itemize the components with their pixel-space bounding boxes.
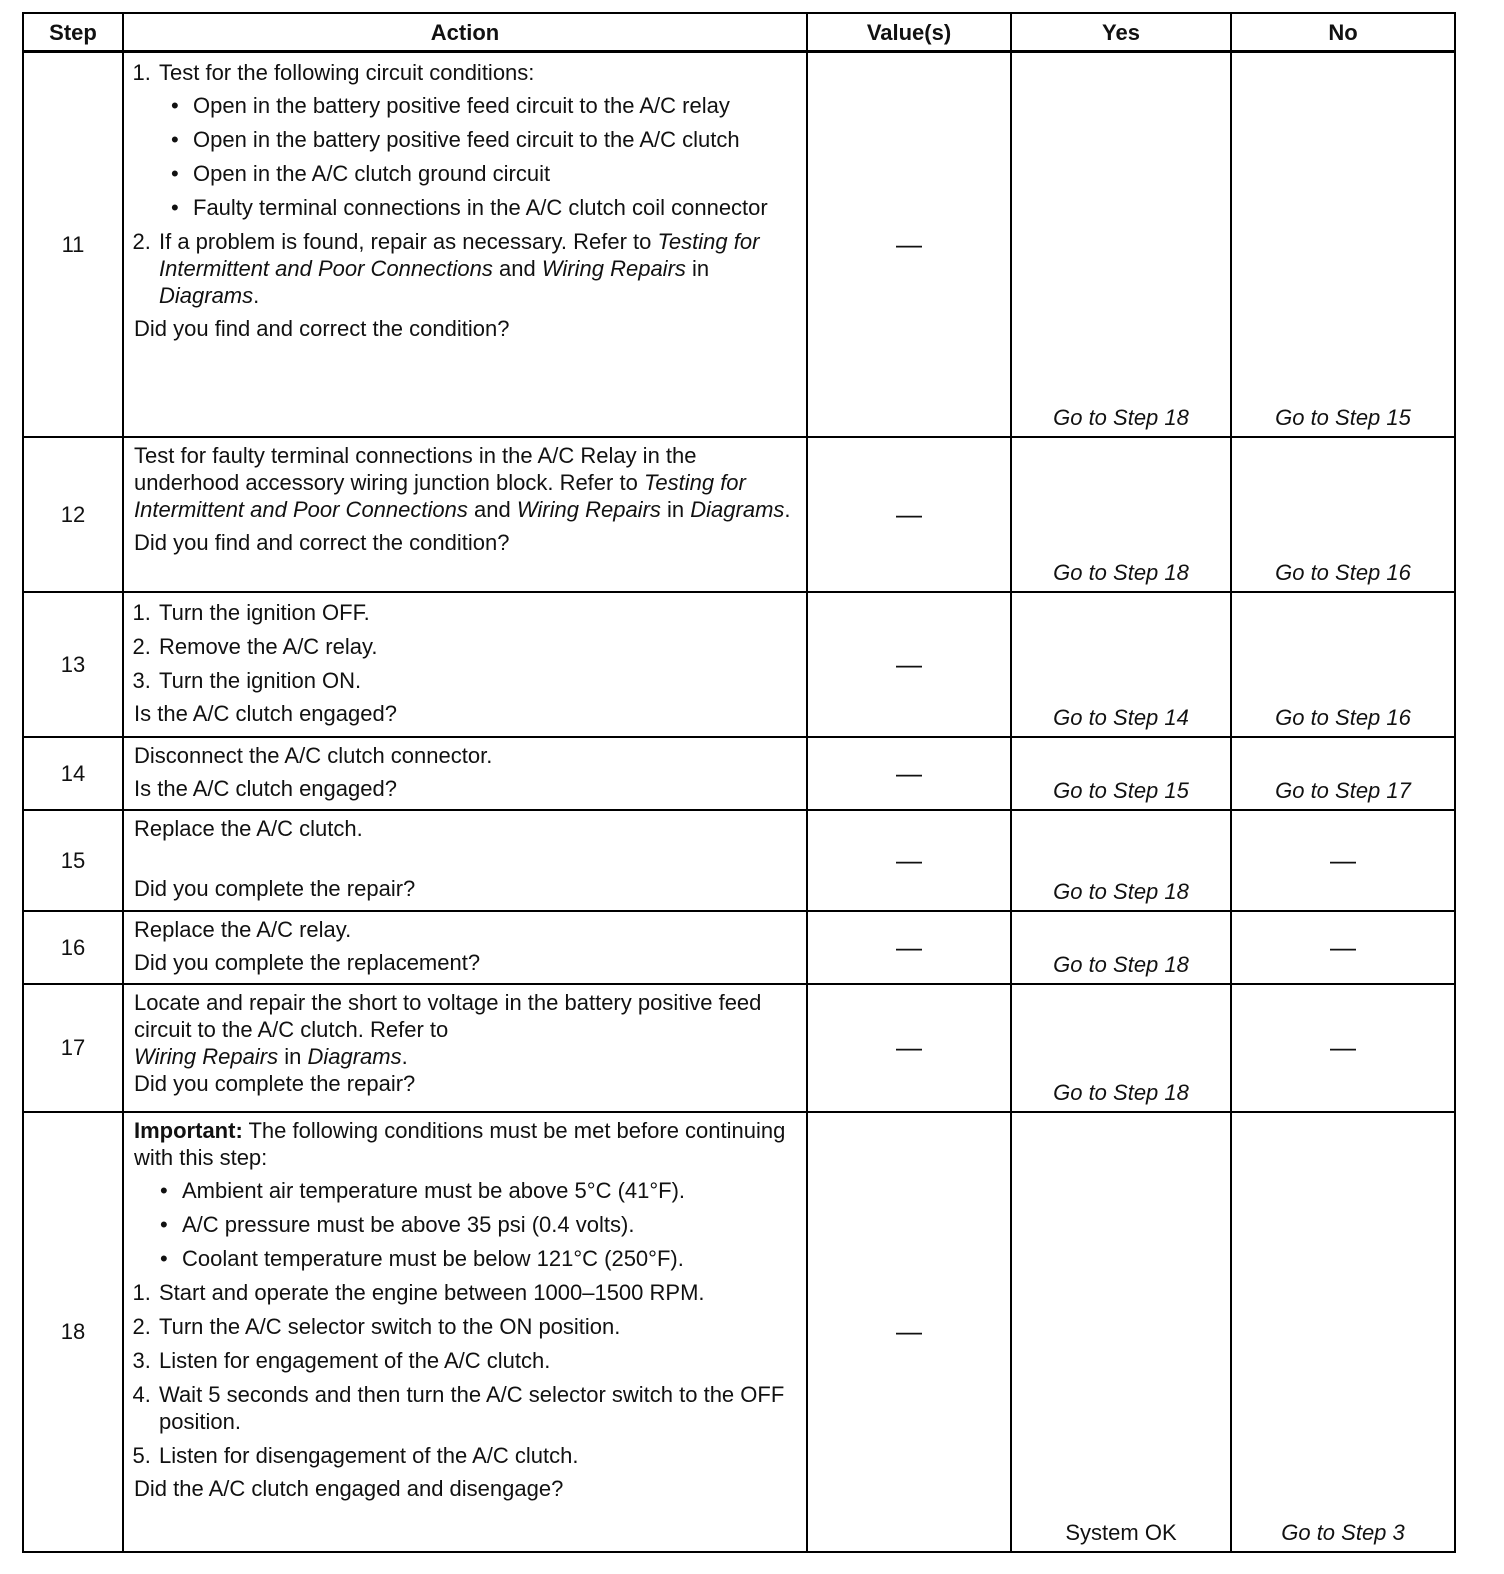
yes-result: Go to Step 18 xyxy=(1053,878,1189,904)
value-cell: — xyxy=(807,810,1011,911)
action-cell xyxy=(123,810,807,911)
conjunction-text: in xyxy=(692,256,710,281)
bullet-item: • Faulty terminal connections in the A/C clutch coil connector xyxy=(193,194,796,221)
conjunction-text: in xyxy=(284,1043,302,1069)
question-text: Did you complete the replacement? xyxy=(134,949,481,975)
conjunction-text: in xyxy=(667,496,685,522)
yes-result: Go to Step 18 xyxy=(1053,951,1189,977)
list-item-text: If a problem is found, repair as necessary. Refer to xyxy=(159,229,652,254)
table-row-step-11 xyxy=(23,52,1455,437)
list-item: 1. Start and operate the engine between 1000–1500 RPM. xyxy=(157,1279,796,1306)
value-cell: — xyxy=(807,984,1011,1112)
bullet-item: • Ambient air temperature must be above 5°C (41°F). xyxy=(182,1177,796,1204)
value-cell: — xyxy=(807,592,1011,737)
list-item: 2. Turn the A/C selector switch to the ON position. xyxy=(157,1313,796,1340)
no-cell: — xyxy=(1231,984,1455,1112)
no-cell xyxy=(1231,1112,1455,1552)
no-cell: — xyxy=(1231,810,1455,911)
no-cell xyxy=(1231,437,1455,592)
step-number: 16 xyxy=(23,911,123,984)
table-row-step-17 xyxy=(23,984,1455,1112)
value-cell: — xyxy=(807,437,1011,592)
action-cell xyxy=(123,737,807,810)
bullet-item: • Open in the A/C clutch ground circuit xyxy=(193,160,796,187)
step-number: 13 xyxy=(23,592,123,737)
step-number: 14 xyxy=(23,737,123,810)
conjunction-text: and xyxy=(498,256,536,281)
bullet-item: • A/C pressure must be above 35 psi (0.4 volts). xyxy=(182,1211,796,1238)
reference-link: Wiring Repairs xyxy=(134,1043,279,1069)
action-text: Replace the A/C relay. xyxy=(134,916,352,942)
reference-link: Testing for Intermittent and Poor Connections xyxy=(159,229,760,281)
question-text: Did you find and correct the condition? xyxy=(134,529,510,555)
action-cell xyxy=(123,592,807,737)
action-text: Disconnect the A/C clutch connector. xyxy=(134,742,493,768)
action-cell xyxy=(123,984,807,1112)
question-text: Did the A/C clutch engaged and disengage? xyxy=(134,1475,564,1501)
yes-cell xyxy=(1011,1112,1231,1552)
step-number: 18 xyxy=(23,1112,123,1552)
no-cell xyxy=(1231,52,1455,437)
action-cell xyxy=(123,52,807,437)
yes-cell xyxy=(1011,52,1231,437)
step-number: 15 xyxy=(23,810,123,911)
question-text: Is the A/C clutch engaged? xyxy=(134,775,397,801)
list-item: 4. Wait 5 seconds and then turn the A/C selector switch to the OFF position. xyxy=(157,1381,796,1435)
question-text: Is the A/C clutch engaged? xyxy=(134,700,397,726)
yes-cell xyxy=(1011,911,1231,984)
no-cell: — xyxy=(1231,911,1455,984)
value-cell: — xyxy=(807,52,1011,437)
question-text: Did you complete the repair? xyxy=(134,875,416,901)
header-action: Action xyxy=(123,13,807,52)
bullet-item: • Open in the battery positive feed circuit to the A/C relay xyxy=(193,92,796,119)
yes-result: Go to Step 18 xyxy=(1053,1079,1189,1105)
important-note xyxy=(134,1117,796,1171)
no-result: Go to Step 15 xyxy=(1275,404,1411,430)
list-item: 2. Remove the A/C relay. xyxy=(157,633,796,660)
yes-result: System OK xyxy=(1065,1519,1177,1545)
list-item xyxy=(157,59,796,221)
question-text: Did you find and correct the condition? xyxy=(134,316,510,341)
value-cell: — xyxy=(807,911,1011,984)
important-label: Important: xyxy=(134,1117,243,1143)
yes-cell xyxy=(1011,737,1231,810)
step-number: 17 xyxy=(23,984,123,1112)
reference-link: Diagrams xyxy=(690,496,785,522)
reference-link: Diagrams xyxy=(307,1043,402,1069)
bullet-item: • Open in the battery positive feed circuit to the A/C clutch xyxy=(193,126,796,153)
diagnostic-table xyxy=(22,12,1456,1553)
table-row-step-13 xyxy=(23,592,1455,737)
list-item: 1. Turn the ignition OFF. xyxy=(157,599,796,626)
no-result: Go to Step 16 xyxy=(1275,704,1411,730)
step-number: 11 xyxy=(23,52,123,437)
action-cell xyxy=(123,911,807,984)
list-item: 3. Listen for engagement of the A/C clutch. xyxy=(157,1347,796,1374)
no-result: Go to Step 16 xyxy=(1275,559,1411,585)
yes-result: Go to Step 18 xyxy=(1053,559,1189,585)
yes-cell xyxy=(1011,437,1231,592)
no-result: Go to Step 17 xyxy=(1275,777,1411,803)
yes-result: Go to Step 14 xyxy=(1053,704,1189,730)
yes-result: Go to Step 18 xyxy=(1053,404,1189,430)
header-values: Value(s) xyxy=(807,13,1011,52)
important-text: The following conditions must be met before continuing with this step: xyxy=(134,1117,786,1170)
reference-link: Wiring Repairs xyxy=(516,496,661,522)
no-cell xyxy=(1231,737,1455,810)
action-text: Replace the A/C clutch. xyxy=(134,815,363,841)
action-cell xyxy=(123,1112,807,1552)
list-item: 2. If a problem is found, repair as necessary. Refer to Testing for Intermittent and Poor Connections and Wiring Repairs in Diagrams. xyxy=(157,228,796,309)
instruction-text: Locate and repair the short to voltage in the battery positive feed circuit to the A/C clutch. Refer to xyxy=(134,989,762,1042)
yes-cell xyxy=(1011,984,1231,1112)
value-cell: — xyxy=(807,1112,1011,1552)
conjunction-text: and xyxy=(473,496,511,522)
header-yes: Yes xyxy=(1011,13,1231,52)
list-item: 3. Turn the ignition ON. xyxy=(157,667,796,694)
table-row-step-18 xyxy=(23,1112,1455,1552)
bullet-item: • Coolant temperature must be below 121°C (250°F). xyxy=(182,1245,796,1272)
table-row-step-15 xyxy=(23,810,1455,911)
table-row-step-14 xyxy=(23,737,1455,810)
instruction-text: Test for faulty terminal connections in the A/C Relay in the underhood accessory wiring junction block. Refer to xyxy=(134,442,697,495)
header-step: Step xyxy=(23,13,123,52)
step-number: 12 xyxy=(23,437,123,592)
no-result: Go to Step 3 xyxy=(1281,1519,1405,1545)
reference-link: Wiring Repairs xyxy=(541,256,686,281)
yes-cell xyxy=(1011,592,1231,737)
table-row-step-12 xyxy=(23,437,1455,592)
header-row xyxy=(23,13,1455,52)
action-cell xyxy=(123,437,807,592)
action-text: Locate and repair the short to voltage in the battery positive feed circuit to the A/C clutch. Refer to Wiring Repairs in Diagrams. xyxy=(134,989,762,1069)
no-cell xyxy=(1231,592,1455,737)
action-text: Test for faulty terminal connections in the A/C Relay in the underhood accessory wiring junction block. Refer to Testing for Intermittent and Poor Connections and Wiring Repairs in Diagrams. xyxy=(134,442,791,522)
reference-link: Testing for Intermittent and Poor Connections xyxy=(134,469,746,522)
yes-result: Go to Step 15 xyxy=(1053,777,1189,803)
yes-cell xyxy=(1011,810,1231,911)
value-cell: — xyxy=(807,737,1011,810)
question-text: Did you complete the repair? xyxy=(134,1070,416,1096)
list-item-text: Test for the following circuit conditions: xyxy=(159,60,535,85)
reference-link: Diagrams xyxy=(159,283,254,308)
table-row-step-16 xyxy=(23,911,1455,984)
header-no: No xyxy=(1231,13,1455,52)
list-item: 5. Listen for disengagement of the A/C clutch. xyxy=(157,1442,796,1469)
